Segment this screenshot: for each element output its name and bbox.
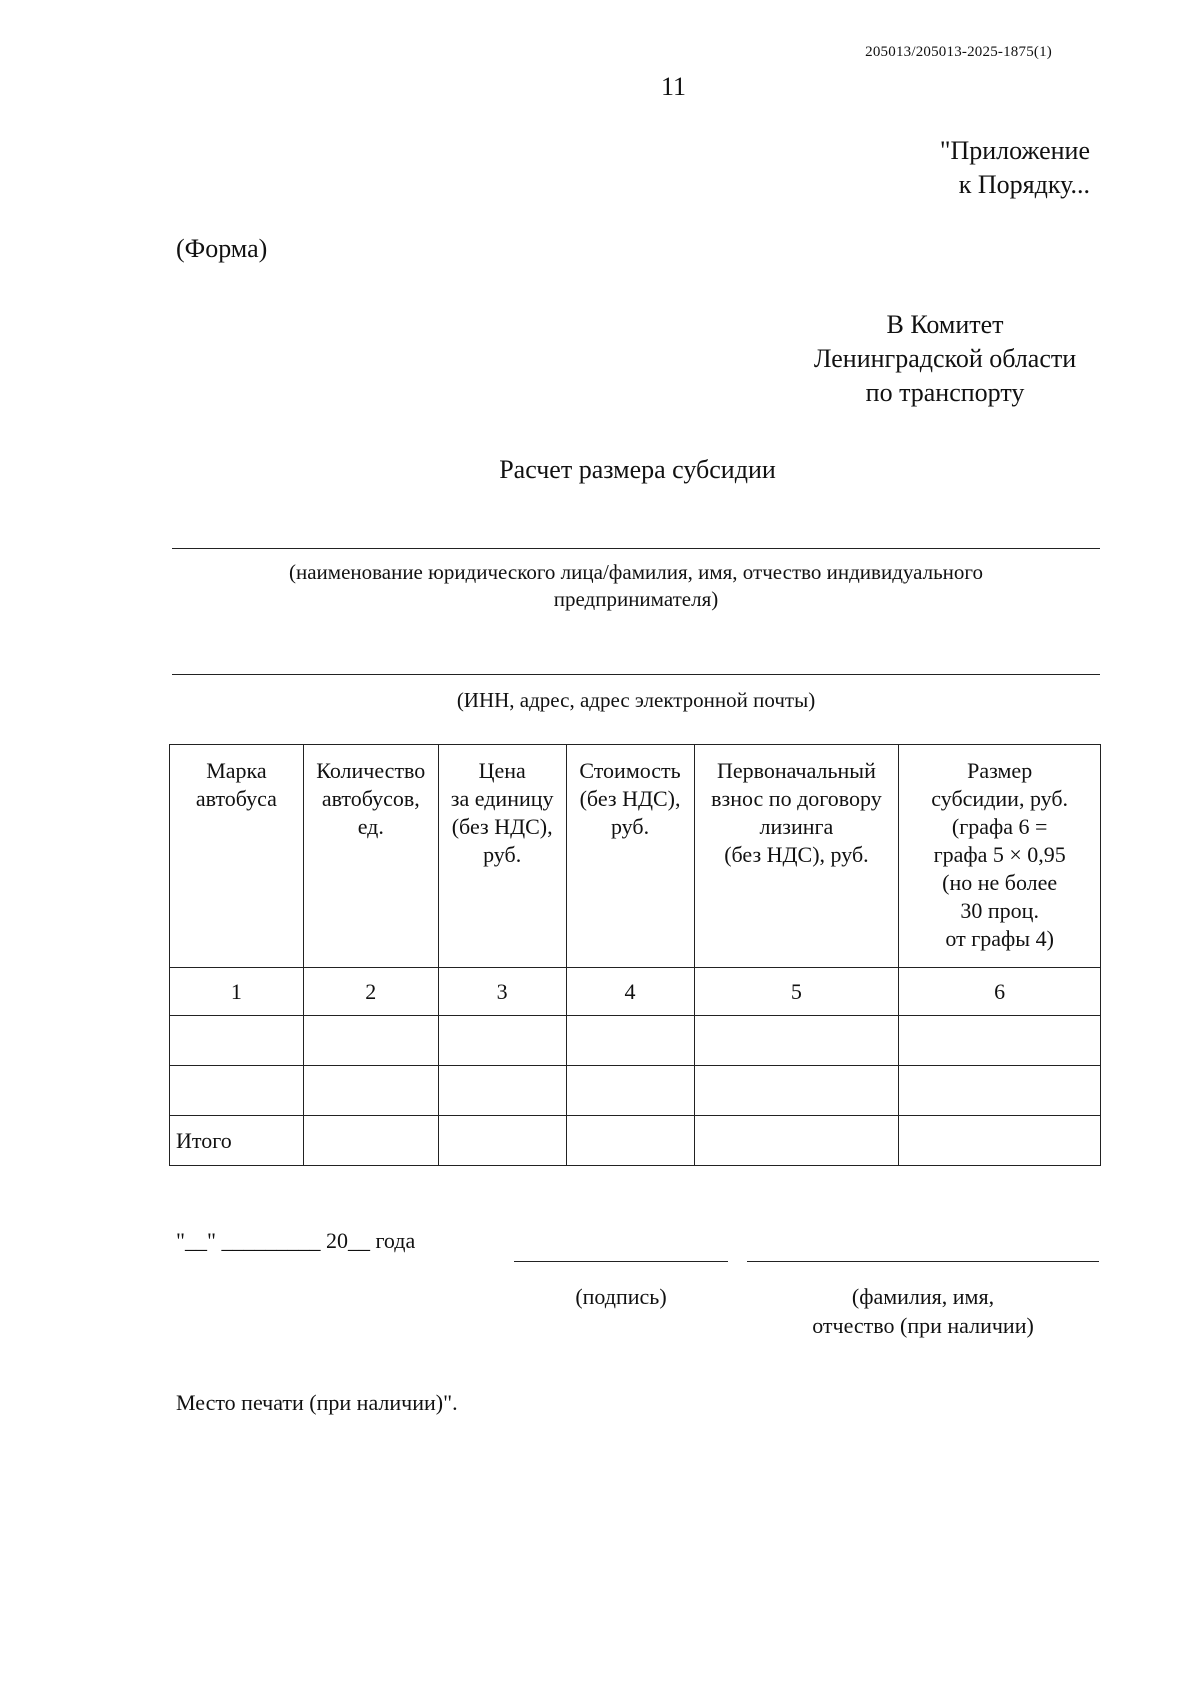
signature-line[interactable] [514,1261,728,1262]
column-header-bus-brand: Марка автобуса [170,745,304,968]
table-cell[interactable] [170,1066,304,1116]
column-number: 1 [170,968,304,1016]
table-header-row [170,745,1101,968]
table-cell[interactable] [170,1016,304,1066]
inn-field-caption: (ИНН, адрес, адрес электронной почты) [456,688,816,712]
seal-place: Место печати (при наличии)". [176,1390,458,1415]
table-cell[interactable] [438,1016,566,1066]
column-number: 6 [899,968,1101,1016]
addressee-line-3: по транспорту [865,378,1025,407]
table-cell[interactable] [899,1116,1101,1166]
addressee-line-2: Ленинградской области [813,344,1077,373]
document-id: 205013/205013-2025-1875(1) [865,44,1052,60]
name-field-caption [172,559,1100,613]
total-row [170,1116,1101,1166]
inn-field-line[interactable] [172,674,1100,675]
page-number: 11 [660,72,687,101]
column-number: 3 [438,968,566,1016]
column-header-subsidy-amount: Размер субсидии, руб. (графа 6 = графа 5 × 0,95 (но не более 30 проц. от графы 4) [899,745,1101,968]
table-row [170,1016,1101,1066]
table-cell[interactable] [438,1116,566,1166]
full-name-line[interactable] [747,1261,1099,1262]
signature-caption: (подпись) [575,1284,667,1309]
column-number-row [170,968,1101,1016]
full-name-caption [747,1282,1099,1340]
subsidy-calculation-table [169,744,1101,1166]
column-header-initial-payment: Первоначальный взнос по договору лизинга (без НДС), руб. [694,745,899,968]
addressee-line-1: В Комитет [886,310,1004,339]
table-cell[interactable] [694,1016,899,1066]
column-header-bus-count: Количество автобусов, ед. [303,745,438,968]
table-row [170,1066,1101,1116]
table-cell[interactable] [566,1066,694,1116]
table-cell[interactable] [694,1066,899,1116]
name-field-line[interactable] [172,548,1100,549]
appendix-line-2: к Порядку... [958,170,1090,199]
full-name-caption-line-1: (фамилия, имя, [851,1284,995,1309]
table-cell[interactable] [566,1116,694,1166]
total-label: Итого [170,1116,304,1166]
date-field[interactable]: "__" _________ 20__ года [176,1228,416,1253]
addressee [760,308,1130,410]
document-title: Расчет размера субсидии [499,455,776,484]
appendix-reference [940,134,1090,202]
table-cell[interactable] [303,1116,438,1166]
name-caption-line-2: предпринимателя) [553,587,719,611]
full-name-caption-line-2: отчество (при наличии) [812,1313,1034,1338]
column-number: 2 [303,968,438,1016]
appendix-line-1: "Приложение [939,136,1090,165]
column-header-unit-price: Цена за единицу (без НДС), руб. [438,745,566,968]
table-cell[interactable] [303,1016,438,1066]
column-number: 4 [566,968,694,1016]
table-cell[interactable] [566,1016,694,1066]
table-cell[interactable] [694,1116,899,1166]
table-cell[interactable] [899,1066,1101,1116]
table-cell[interactable] [438,1066,566,1116]
column-number: 5 [694,968,899,1016]
table-cell[interactable] [899,1016,1101,1066]
form-label: (Форма) [176,234,268,263]
table-cell[interactable] [303,1066,438,1116]
column-header-cost: Стоимость (без НДС), руб. [566,745,694,968]
name-caption-line-1: (наименование юридического лица/фамилия, имя, отчество индивидуального [288,560,983,584]
